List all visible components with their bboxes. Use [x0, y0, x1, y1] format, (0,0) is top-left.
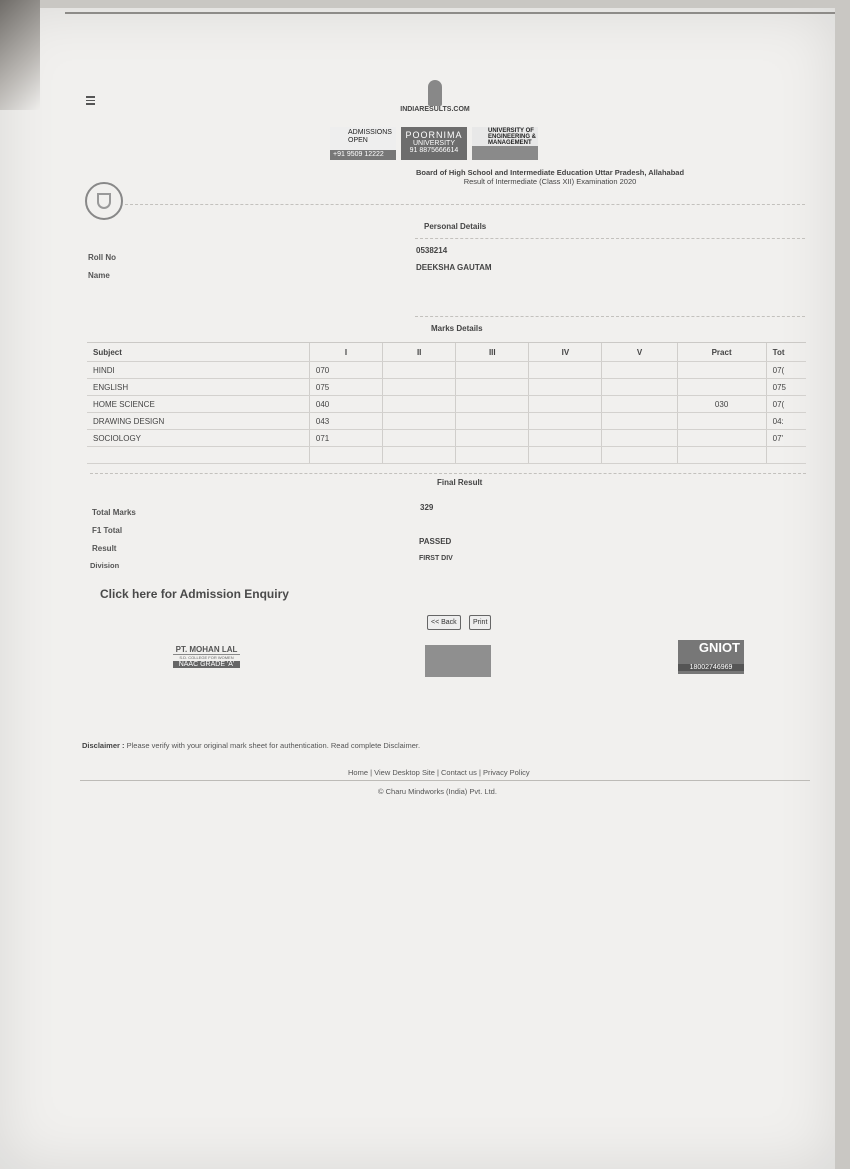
marks-cell	[529, 430, 602, 447]
roll-no-label: Roll No	[88, 253, 116, 262]
site-logo[interactable]	[395, 80, 475, 120]
col-iii: III	[456, 343, 529, 362]
marks-cell: 043	[309, 413, 382, 430]
marks-cell: 075	[309, 379, 382, 396]
disclaimer-text[interactable]: Please verify with your original mark sheet for authentication. Read complete Disclaimer.	[126, 741, 421, 750]
ad-title: GNIOT	[698, 640, 740, 655]
naac-badge: NAAC GRADE 'A'	[173, 661, 240, 668]
contact-link[interactable]: Contact us	[441, 768, 477, 777]
board-heading	[415, 168, 685, 186]
board-name: Board of High School and Intermediate Education Uttar Pradesh, Allahabad	[415, 168, 685, 177]
divider	[415, 238, 805, 240]
col-pract: Pract	[677, 343, 766, 362]
marks-cell	[383, 379, 456, 396]
marks-cell	[383, 413, 456, 430]
home-link[interactable]: Home	[348, 768, 369, 777]
divider	[415, 316, 805, 318]
marks-cell	[456, 379, 529, 396]
table-row	[87, 396, 806, 413]
marks-cell	[602, 379, 677, 396]
total-marks-value: 329	[420, 503, 434, 512]
col-iv: IV	[529, 343, 602, 362]
result-label: Result	[92, 544, 117, 553]
ad-line: OPEN	[348, 137, 368, 144]
marks-table-wrapper	[87, 342, 806, 472]
copyright: © Charu Mindworks (India) Pvt. Ltd.	[378, 787, 497, 796]
marks-cell	[602, 413, 677, 430]
uem-ad[interactable]	[472, 127, 538, 160]
col-ii: II	[383, 343, 456, 362]
subject-cell: DRAWING DESIGN	[87, 413, 309, 430]
disclaimer-label: Disclaimer :	[82, 741, 125, 750]
ad-line: ADMISSIONS	[348, 129, 392, 136]
marks-cell	[383, 430, 456, 447]
subject-cell: ENGLISH	[87, 379, 309, 396]
privacy-link[interactable]: Privacy Policy	[482, 768, 530, 777]
marks-cell	[456, 413, 529, 430]
site-name: INDIARESULTS.COM	[400, 106, 470, 113]
ad-title: PT. MOHAN LAL	[173, 645, 240, 655]
subject-cell: HOME SCIENCE	[87, 396, 309, 413]
desktop-site-link[interactable]: View Desktop Site	[374, 768, 435, 777]
marks-cell: 070	[309, 362, 382, 379]
total-cell: 04:	[766, 413, 806, 430]
poornima-ad[interactable]	[401, 127, 467, 160]
ad-line: UNIVERSITY	[412, 140, 455, 147]
pract-cell	[677, 430, 766, 447]
footer-links: Home | View Desktop Site | Contact us | Privacy Policy	[348, 768, 530, 777]
subject-cell: HINDI	[87, 362, 309, 379]
logo-figure-icon	[428, 80, 442, 106]
hamburger-menu-icon[interactable]	[86, 96, 95, 104]
result-value: PASSED	[419, 537, 452, 546]
disclaimer	[82, 741, 420, 750]
total-cell: 075	[766, 379, 806, 396]
table-row	[87, 362, 806, 379]
marks-details-title: Marks Details	[431, 324, 483, 333]
marks-cell	[456, 430, 529, 447]
marks-cell	[602, 430, 677, 447]
name-label: Name	[88, 271, 110, 280]
ad-line: UNIVERSITY OF	[488, 128, 534, 134]
pract-cell	[677, 413, 766, 430]
admission-enquiry-link[interactable]: Click here for Admission Enquiry	[100, 587, 289, 601]
col-i: I	[309, 343, 382, 362]
roll-no-value: 0538214	[416, 246, 448, 255]
col-total: Tot	[766, 343, 806, 362]
marks-cell	[383, 362, 456, 379]
marks-cell	[383, 396, 456, 413]
ad-phone: +91 9509 12222	[333, 151, 384, 158]
pract-cell: 030	[677, 396, 766, 413]
personal-details-title: Personal Details	[424, 222, 487, 231]
col-subject: Subject	[87, 343, 309, 362]
table-header-row	[87, 343, 806, 362]
name-value: DEEKSHA GAUTAM	[416, 263, 492, 272]
back-button[interactable]: << Back	[427, 615, 461, 630]
pract-cell	[677, 379, 766, 396]
page-top-rule	[65, 12, 835, 14]
pract-cell	[677, 362, 766, 379]
final-result-title: Final Result	[437, 478, 483, 487]
ad-line: POORNIMA	[405, 130, 463, 140]
division-value: FIRST DIV	[419, 555, 453, 562]
marks-cell: 071	[309, 430, 382, 447]
middle-ad-banner[interactable]	[425, 645, 491, 677]
up-emblem-icon	[85, 182, 123, 220]
col-v: V	[602, 343, 677, 362]
gniot-ad[interactable]	[678, 640, 744, 674]
marks-table	[87, 342, 806, 464]
total-cell: 07(	[766, 362, 806, 379]
marks-cell	[602, 396, 677, 413]
marks-cell	[602, 362, 677, 379]
ad-line: MANAGEMENT	[488, 140, 532, 146]
ad-line: ENGINEERING &	[488, 134, 537, 140]
ad-phone: 91 8875666614	[409, 147, 459, 154]
table-row	[87, 413, 806, 430]
marks-cell	[529, 413, 602, 430]
marks-cell	[456, 362, 529, 379]
ad-subtitle: S.D. COLLEGE FOR WOMEN	[179, 655, 234, 660]
table-row-empty	[87, 447, 806, 464]
folded-corner-shadow	[0, 0, 40, 110]
footer-divider	[80, 780, 810, 782]
divider	[90, 473, 806, 475]
table-row	[87, 430, 806, 447]
marks-cell	[529, 379, 602, 396]
exam-name: Result of Intermediate (Class XII) Examination 2020	[463, 177, 637, 186]
admissions-ad[interactable]	[330, 127, 396, 160]
table-row	[87, 379, 806, 396]
marks-cell	[529, 396, 602, 413]
total-cell: 07'	[766, 430, 806, 447]
f1-total-label: F1 Total	[92, 526, 123, 535]
divider	[125, 204, 805, 206]
marks-cell	[456, 396, 529, 413]
total-marks-label: Total Marks	[92, 508, 136, 517]
mohan-lal-college-ad[interactable]	[173, 645, 240, 679]
total-cell: 07(	[766, 396, 806, 413]
subject-cell: SOCIOLOGY	[87, 430, 309, 447]
division-label: Division	[90, 561, 120, 570]
ad-phone: 18002746969	[678, 664, 744, 671]
marks-cell: 040	[309, 396, 382, 413]
print-button[interactable]: Print	[469, 615, 491, 630]
marks-cell	[529, 362, 602, 379]
